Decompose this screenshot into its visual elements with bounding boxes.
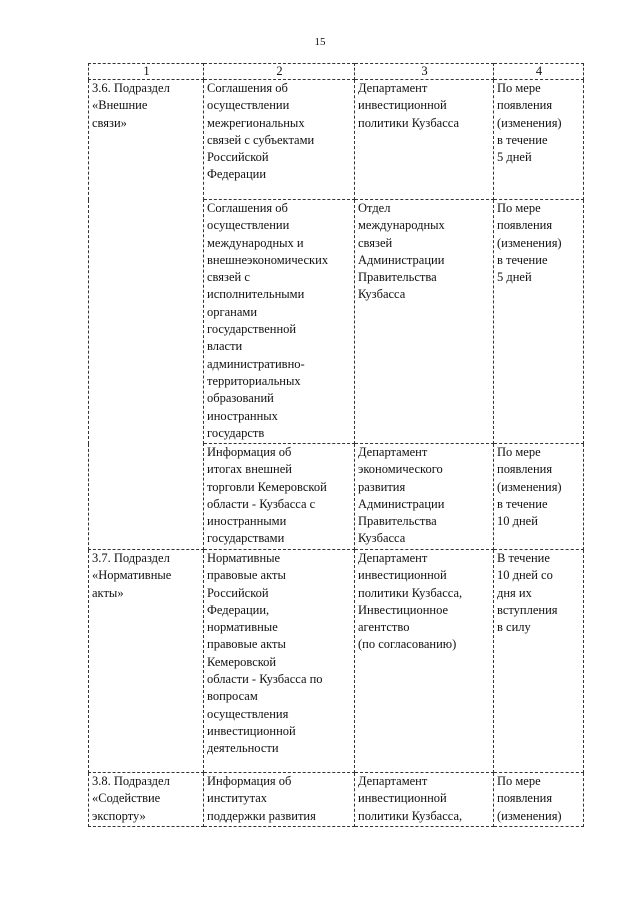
responsible-cell: Департамент инвестиционной политики Кузбасса,	[355, 773, 494, 827]
column-header-1: 1	[89, 64, 204, 80]
deadline-cell: По мере появления (изменения) в течение 5 дней	[494, 200, 584, 444]
responsible-cell: Департамент инвестиционной политики Кузбасса	[355, 80, 494, 200]
section-cell: 3.7. Подраздел «Нормативные акты»	[89, 550, 204, 773]
table-row	[89, 80, 584, 200]
section-cell: 3.6. Подраздел «Внешние связи»	[89, 80, 204, 550]
document-cell: Соглашения об осуществлении международных и внешнеэкономических связей с исполнительными органами государственной власти административно- территориальных образований иностранных государств	[204, 200, 355, 444]
column-header-4: 4	[494, 64, 584, 80]
document-table	[88, 63, 584, 827]
document-cell: Соглашения об осуществлении межрегиональных связей с субъектами Российской Федерации	[204, 80, 355, 200]
deadline-cell: По мере появления (изменения)	[494, 773, 584, 827]
column-header-2: 2	[204, 64, 355, 80]
section-cell: 3.8. Подраздел «Содействие экспорту»	[89, 773, 204, 827]
responsible-cell: Департамент инвестиционной политики Кузбасса, Инвестиционное агентство (по согласованию)	[355, 550, 494, 773]
table-row	[89, 550, 584, 773]
deadline-cell: В течение 10 дней со дня их вступления в силу	[494, 550, 584, 773]
responsible-cell: Департамент экономического развития Администрации Правительства Кузбасса	[355, 444, 494, 550]
document-cell: Нормативные правовые акты Российской Федерации, нормативные правовые акты Кемеровской области - Кузбасса по вопросам осуществления инвестиционной деятельности	[204, 550, 355, 773]
page-number: 15	[314, 36, 326, 48]
deadline-cell: По мере появления (изменения) в течение 5 дней	[494, 80, 584, 200]
table-header-row	[89, 64, 584, 80]
document-cell: Информация об институтах поддержки развития	[204, 773, 355, 827]
deadline-cell: По мере появления (изменения) в течение 10 дней	[494, 444, 584, 550]
responsible-cell: Отдел международных связей Администрации Правительства Кузбасса	[355, 200, 494, 444]
table-row	[89, 773, 584, 827]
document-cell: Информация об итогах внешней торговли Кемеровской области - Кузбасса с иностранными государствами	[204, 444, 355, 550]
column-header-3: 3	[355, 64, 494, 80]
